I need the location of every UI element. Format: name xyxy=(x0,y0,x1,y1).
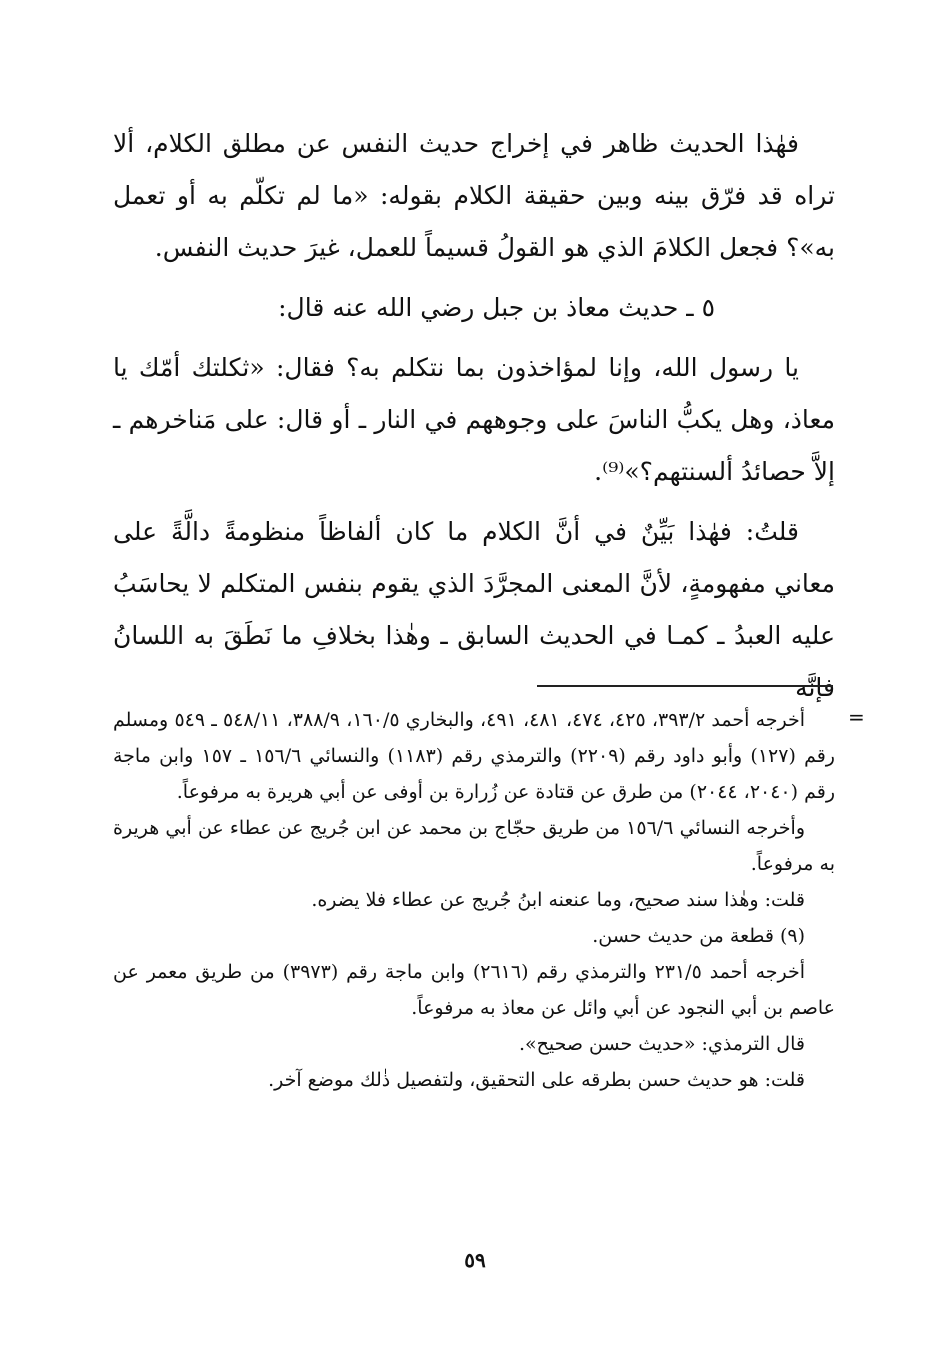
footnote-paragraph: أخرجه أحمد ٣٩٣/٢، ٤٢٥، ٤٧٤، ٤٨١، ٤٩١، والبخاري ١٦٠/٥، ٣٨٨/٩، ٥٤٨/١١ ـ ٥٤٩ ومسلم رقم (١٢٧) وأبو داود رقم (٢٢٠٩) والترمذي رقم (١١٨٣) والنسائي ١٥٦/٦ ـ ١٥٧ وابن ماجة رقم (٢٠٤٠، ٢٠٤٤) من طرق عن قتادة عن زُرارة بن أوفى عن أبي هريرة به مرفوعاً. xyxy=(113,709,835,803)
footnote-paragraph: قلت: هو حديث حسن بطرقه على التحقيق، ولتفصيل ذٰلك موضع آخر. xyxy=(268,1069,805,1091)
footnote-number-9: (٩) قطعة من حديث حسن. xyxy=(592,925,805,947)
footnote-paragraph: قلت: وهٰذا سند صحيح، وما عنعنه ابنُ جُريج عن عطاء فلا يضره. xyxy=(311,889,805,911)
footnotes xyxy=(113,702,835,1098)
paragraph-hadith-self-talk: فهٰذا الحديث ظاهر في إخراج حديث النفس عن مطلق الكلام، ألا تراه قد فرّق بينه وبين حقيقة الكلام بقوله: «ما لم تكلّم به أو تعمل به»؟ فجعل الكلامَ الذي هو القولُ قسيماً للعمل، غيرَ حديث النفس. xyxy=(113,129,835,262)
page-number: ٥٩ xyxy=(464,1248,486,1272)
footnote-paragraph: أخرجه أحمد ٢٣١/٥ والترمذي رقم (٢٦١٦) وابن ماجة رقم (٣٩٧٣) من طريق معمر عن عاصم بن أبي النجود عن أبي وائل عن معاذ به مرفوعاً. xyxy=(113,961,835,1019)
paragraph-commentary: قلتُ: فهٰذا بَيِّنٌ في أنَّ الكلام ما كان ألفاظاً منظومةً دالَّةً على معاني مفهومةٍ، لأنَّ المعنى المجرَّدَ الذي يقوم بنفس المتكلم لا يحاسَبُ عليه العبدُ ـ كمـا في الحديث السابق ـ وهٰذا بخلافِ ما نَطَقَ به اللسانُ فإنَّه xyxy=(113,517,835,702)
main-text xyxy=(113,118,835,722)
footnote-separator xyxy=(537,685,833,687)
hadith-heading-muadh: ٥ ـ حديث معاذ بن جبل رضي الله عنه قال: xyxy=(278,293,715,322)
footnote-continuation-marker: = xyxy=(848,705,865,729)
footnote-paragraph: وأخرجه النسائي ١٥٦/٦ من طريق حجّاج بن محمد عن ابن جُريج عن عطاء عن أبي هريرة به مرفوعاً. xyxy=(113,817,835,875)
footnote-paragraph: قال الترمذي: «حديث حسن صحيح». xyxy=(518,1033,805,1055)
paragraph-hadith-muadh: يا رسول الله، وإنا لمؤاخذون بما نتكلم به؟ فقال: «ثكلتك أمّك يا معاذ، وهل يكبُّ الناسَ على وجوههم في النار ـ أو قال: على مَناخرهم ـ إلاَّ حصائدُ ألسنتهم؟»⁽⁹⁾. xyxy=(113,353,835,486)
